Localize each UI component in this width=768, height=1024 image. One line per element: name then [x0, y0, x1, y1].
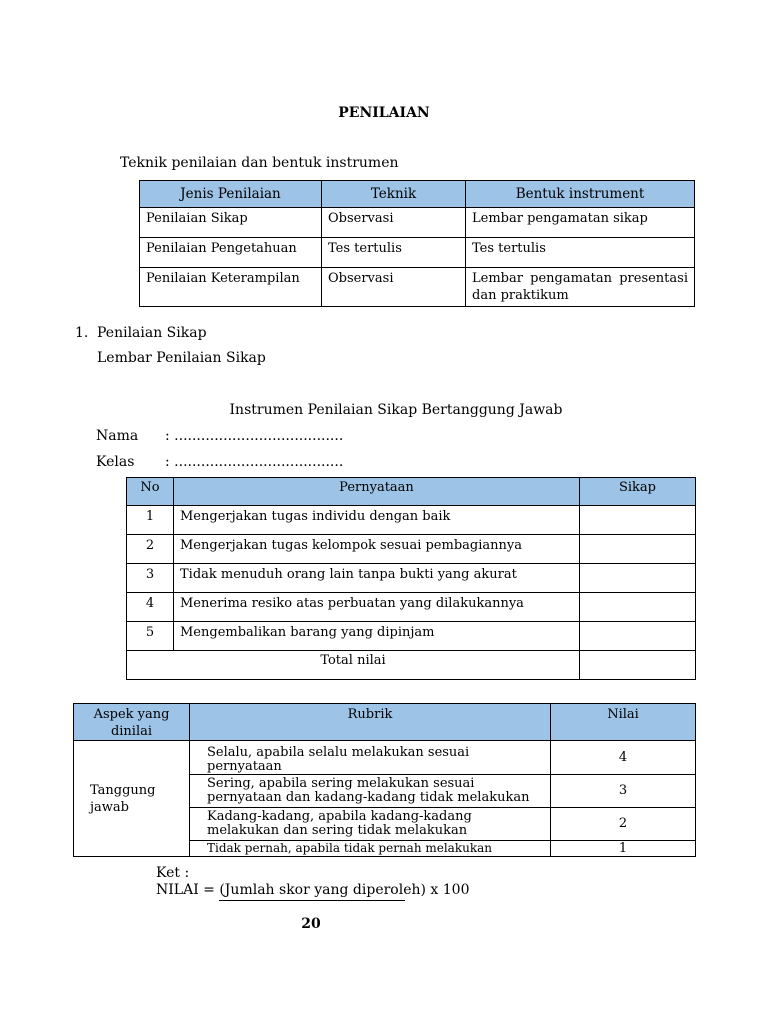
instrument-title: Instrumen Penilaian Sikap Bertanggung Jawab	[229, 402, 563, 418]
ket-formula: NILAI = (Jumlah skor yang diperoleh) x 100	[156, 882, 470, 898]
table-row	[127, 593, 696, 622]
header-aspek: Aspek yang dinilai	[74, 704, 190, 741]
header-nilai: Nilai	[551, 704, 696, 741]
table-cell: Penilaian Sikap	[140, 208, 322, 238]
attitude-table	[126, 477, 696, 680]
table-cell: Observasi	[322, 208, 466, 238]
table-header-row	[140, 181, 695, 208]
header-rubrik: Rubrik	[190, 704, 551, 741]
aspect-cell: Tanggung jawab	[74, 741, 190, 857]
statement-cell: Mengerjakan tugas individu dengan baik	[174, 506, 580, 535]
table-cell: Penilaian Keterampilan	[140, 268, 322, 307]
total-value-cell[interactable]	[580, 651, 696, 680]
nama-label: Nama	[96, 428, 139, 444]
header-teknik: Teknik	[322, 181, 466, 208]
row-number: 2	[127, 535, 174, 564]
sikap-cell[interactable]	[580, 564, 696, 593]
statement-cell: Mengerjakan tugas kelompok sesuai pembagiannya	[174, 535, 580, 564]
rubric-cell: Selalu, apabila selalu melakukan sesuai pernyataan	[190, 741, 551, 775]
table-row	[127, 506, 696, 535]
table-row	[140, 238, 695, 268]
rubric-table	[73, 703, 696, 857]
statement-cell: Tidak menuduh orang lain tanpa bukti yang akurat	[174, 564, 580, 593]
kelas-label: Kelas	[96, 454, 135, 470]
section-heading: Teknik penilaian dan bentuk instrumen	[120, 155, 399, 171]
table-header-row	[74, 704, 696, 741]
sikap-cell[interactable]	[580, 506, 696, 535]
nilai-cell: 1	[551, 841, 696, 857]
table-cell: Lembar pengamatan presentasi dan praktikum	[466, 268, 695, 307]
table-row	[74, 741, 696, 775]
header-pernyataan: Pernyataan	[174, 478, 580, 506]
table-row	[140, 268, 695, 307]
table-header-row	[127, 478, 696, 506]
table-cell: Observasi	[322, 268, 466, 307]
sikap-cell[interactable]	[580, 593, 696, 622]
header-jenis-penilaian: Jenis Penilaian	[140, 181, 322, 208]
table-cell: Tes tertulis	[322, 238, 466, 268]
nama-value: : ......................................	[165, 428, 344, 444]
table-row	[127, 564, 696, 593]
page-title: PENILAIAN	[338, 105, 430, 121]
row-number: 4	[127, 593, 174, 622]
statement-cell: Mengembalikan barang yang dipinjam	[174, 622, 580, 651]
statement-cell: Menerima resiko atas perbuatan yang dilakukannya	[174, 593, 580, 622]
header-no: No	[127, 478, 174, 506]
formula-underline	[219, 900, 405, 901]
page-number: 20	[301, 916, 321, 932]
item-subtitle: Lembar Penilaian Sikap	[97, 350, 266, 366]
table-row	[127, 535, 696, 564]
sikap-cell[interactable]	[580, 535, 696, 564]
header-sikap: Sikap	[580, 478, 696, 506]
kelas-value: : ......................................	[165, 454, 344, 470]
row-number: 5	[127, 622, 174, 651]
sikap-cell[interactable]	[580, 622, 696, 651]
rubric-cell: Tidak pernah, apabila tidak pernah melakukan	[190, 841, 551, 857]
technique-table	[139, 180, 695, 307]
item-number: 1.	[75, 325, 89, 341]
row-number: 3	[127, 564, 174, 593]
nilai-cell: 2	[551, 808, 696, 841]
nilai-cell: 4	[551, 741, 696, 775]
total-label: Total nilai	[127, 651, 580, 680]
nilai-cell: 3	[551, 775, 696, 808]
row-number: 1	[127, 506, 174, 535]
table-cell: Penilaian Pengetahuan	[140, 238, 322, 268]
table-row	[127, 622, 696, 651]
rubric-cell: Sering, apabila sering melakukan sesuai pernyataan dan kadang-kadang tidak melakukan	[190, 775, 551, 808]
table-cell: Lembar pengamatan sikap	[466, 208, 695, 238]
table-row	[140, 208, 695, 238]
total-row	[127, 651, 696, 680]
rubric-cell: Kadang-kadang, apabila kadang-kadang melakukan dan sering tidak melakukan	[190, 808, 551, 841]
ket-label: Ket :	[156, 865, 190, 881]
item-title: Penilaian Sikap	[97, 325, 207, 341]
header-bentuk-instrument: Bentuk instrument	[466, 181, 695, 208]
table-cell: Tes tertulis	[466, 238, 695, 268]
